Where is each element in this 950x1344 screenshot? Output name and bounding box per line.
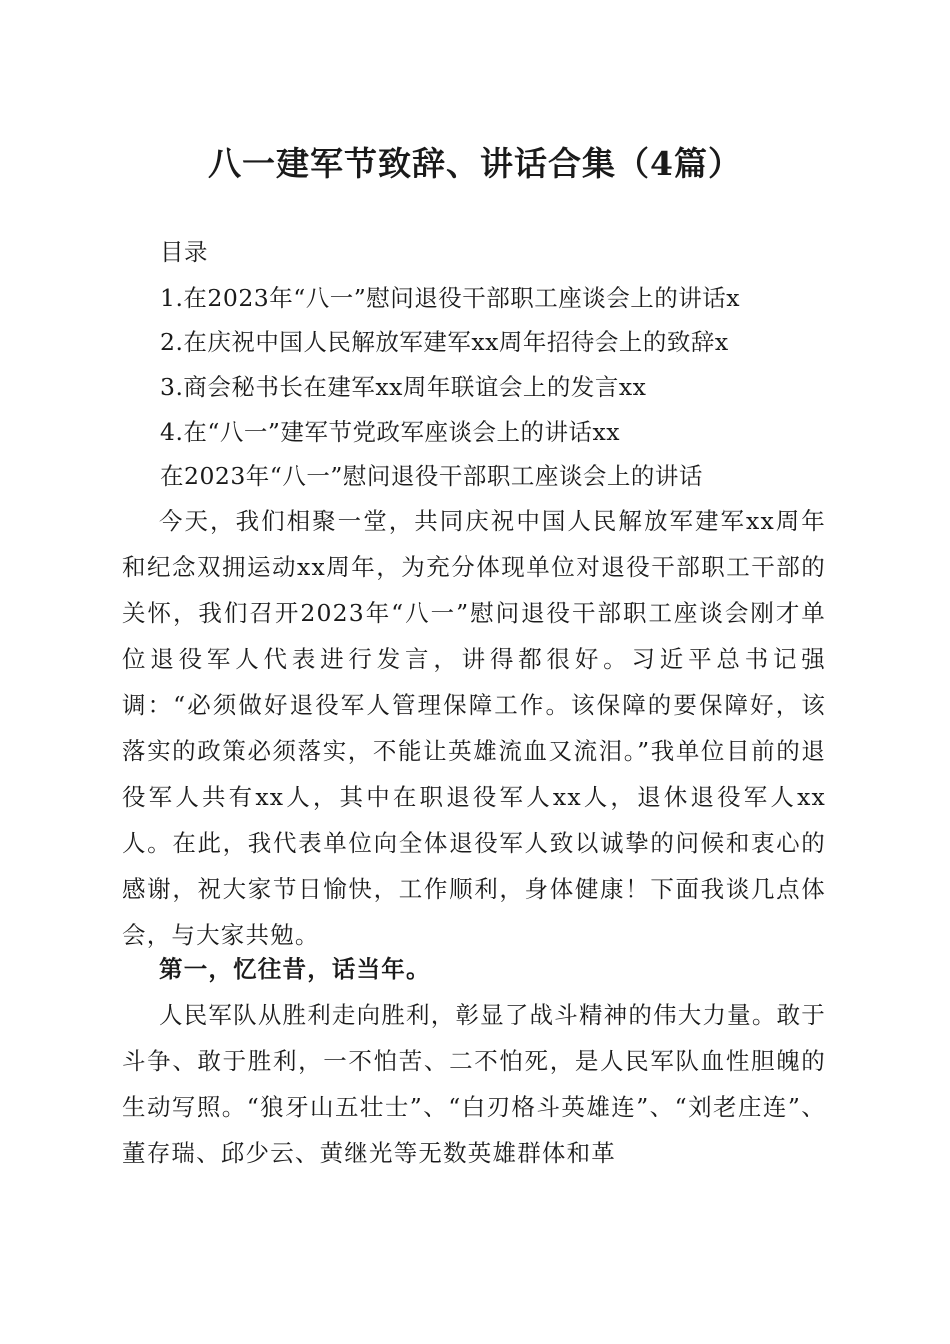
toc-item: 2.在庆祝中国人民解放军建军xx周年招待会上的致辞x xyxy=(160,328,729,356)
toc-heading: 目录 xyxy=(160,238,208,266)
toc-item: 4.在“八一”建军节党政军座谈会上的讲话xx xyxy=(160,418,620,446)
toc-item: 3.商会秘书长在建军xx周年联谊会上的发言xx xyxy=(160,373,647,401)
section-title: 在2023年“八一”慰问退役干部职工座谈会上的讲话 xyxy=(160,462,703,490)
toc-item: 1.在2023年“八一”慰问退役干部职工座谈会上的讲话x xyxy=(160,284,741,312)
body-paragraph: 人民军队从胜利走向胜利，彰显了战斗精神的伟大力量。敢于斗争、敢于胜利，一不怕苦、二不怕死，是人民军队血性胆魄的生动写照。“狼牙山五壮士”、“白刃格斗英雄连”、“刘老庄连”、董存瑞、邱少云、黄继光等无数英雄群体和革 xyxy=(122,1001,826,1167)
subheading: 第一，忆往昔，话当年。 xyxy=(159,955,431,983)
document-title: 八一建军节致辞、讲话合集（4篇） xyxy=(208,144,742,183)
body-paragraph: 今天，我们相聚一堂，共同庆祝中国人民解放军建军xx周年和纪念双拥运动xx周年，为充分体现单位对退役干部职工干部的关怀，我们召开2023年“八一”慰问退役干部职工座谈会刚才单位退役军人代表进行发言，讲得都很好。习近平总书记强调：“必须做好退役军人管理保障工作。该保障的要保障好，该落实的政策必须落实，不能让英雄流血又流泪。”我单位目前的退役军人共有xx人，其中在职退役军人xx人，退休退役军人xx人。在此，我代表单位向全体退役军人致以诚挚的问候和衷心的感谢，祝大家节日愉快，工作顺利，身体健康！下面我谈几点体会，与大家共勉。 xyxy=(122,507,826,949)
